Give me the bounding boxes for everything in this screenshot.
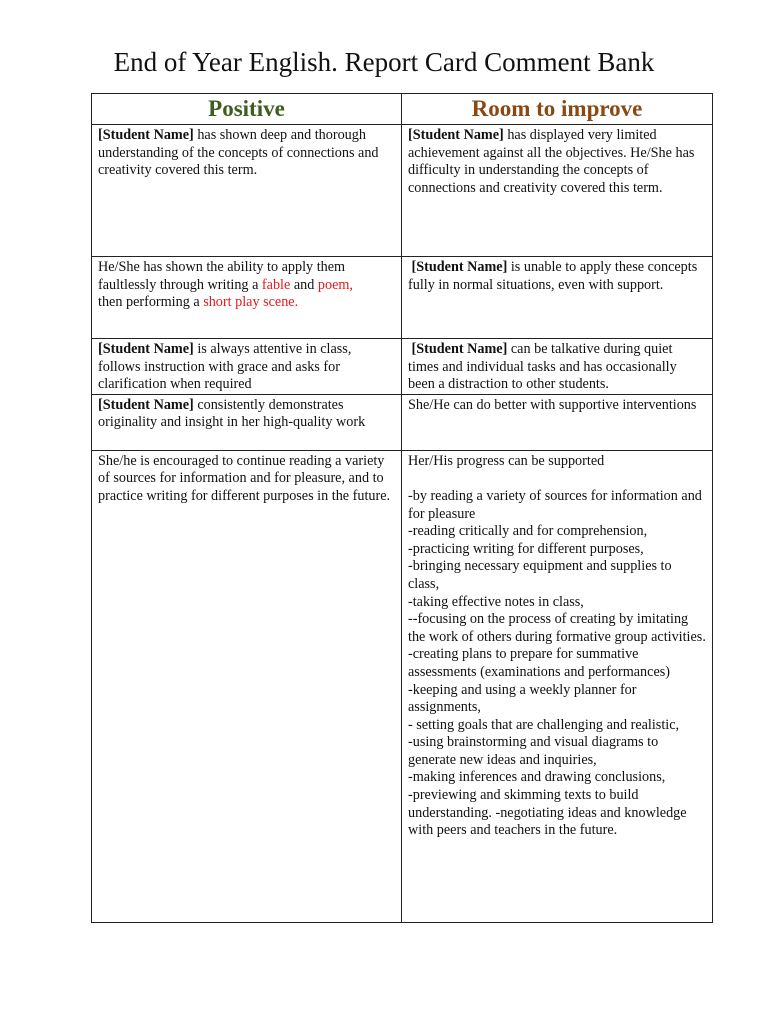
- comment-text: [92, 125, 401, 180]
- improve-header: Room to improve: [402, 94, 713, 125]
- student-name-placeholder: [Student Name]: [98, 396, 194, 413]
- improve-cell: [402, 125, 713, 257]
- student-name-placeholder: [Student Name]: [411, 341, 508, 357]
- student-name-placeholder: [Student Name]: [408, 127, 504, 143]
- table-row: [92, 394, 713, 450]
- list-item: -reading critically and for comprehension,: [408, 523, 648, 540]
- positive-cell: [92, 450, 402, 922]
- list-item: -making inferences and drawing conclusions,: [408, 769, 666, 786]
- comment-text: She/he is encouraged to continue reading a variety of sources for information and for pleasure, and to practice writing for different purposes in the future.: [98, 452, 391, 504]
- comment-text: [402, 125, 712, 197]
- list-item: -using brainstorming and visual diagrams to generate new ideas and inquiries,: [408, 734, 659, 768]
- table-row: [92, 339, 713, 395]
- list-item: -practicing writing for different purposes,: [408, 540, 644, 557]
- positive-cell: [92, 339, 402, 395]
- list-item: -bringing necessary equipment and supplies to class,: [408, 558, 672, 592]
- list-item: -taking effective notes in class,: [408, 593, 584, 610]
- list-item: -creating plans to prepare for summative assessments (examinations and performances): [408, 646, 670, 680]
- header-row: [92, 94, 713, 125]
- page-title: End of Year English. Report Card Comment Bank: [113, 47, 655, 77]
- table-row: [92, 257, 713, 339]
- improve-cell: [402, 339, 713, 395]
- comment-text: [402, 257, 712, 294]
- list-item: -keeping and using a weekly planner for assignments,: [408, 681, 637, 716]
- student-name-placeholder: [Student Name]: [98, 341, 194, 357]
- positive-cell: [92, 394, 402, 450]
- comment-body: has displayed very limited achievement against all the objectives. He/She has difficulty in understanding the concepts of connections and creativity covered this term.: [408, 127, 695, 196]
- highlight-poem: poem,: [317, 276, 353, 293]
- comment-text: [402, 339, 712, 394]
- comment-body: He/She has shown the ability to apply them faultlessly through writing a: [98, 259, 346, 293]
- spacer: [408, 470, 706, 488]
- comment-text: [92, 339, 401, 394]
- comment-text: [92, 395, 401, 432]
- positive-cell: [92, 125, 402, 257]
- comment-text: She/He can do better with supportive interventions: [408, 396, 697, 413]
- support-list: [402, 451, 712, 840]
- comment-text: [92, 257, 401, 312]
- student-name-placeholder: [Student Name]: [98, 127, 194, 143]
- comment-body: can be talkative during quiet times and individual tasks and has occasionally been a distraction to other students.: [408, 341, 677, 393]
- highlight-fable: fable: [261, 276, 291, 293]
- list-item: --focusing on the process of creating by imitating the work of others during formative group activities.: [408, 611, 706, 645]
- comment-body: is unable to apply these concepts fully in normal situations, even with support.: [408, 259, 698, 293]
- comment-body: then performing a: [98, 294, 204, 311]
- table-row: [92, 125, 713, 257]
- comment-body: consistently demonstrates originality and insight in her high-quality work: [98, 396, 366, 431]
- improve-cell: [402, 450, 713, 922]
- list-item: - setting goals that are challenging and realistic,: [408, 716, 680, 733]
- comment-body: has shown deep and thorough understanding of the concepts of connections and creativity covered this term.: [98, 127, 379, 179]
- list-item: -by reading a variety of sources for information and for pleasure: [408, 487, 702, 522]
- positive-cell: [92, 257, 402, 339]
- comment-table: [91, 93, 713, 923]
- positive-header: Positive: [92, 94, 402, 125]
- table-row: [92, 450, 713, 922]
- list-item: -previewing and skimming texts to build understanding. -negotiating ideas and knowledge with peers and teachers in the future.: [408, 787, 687, 839]
- comment-body: is always attentive in class, follows instruction with grace and asks for clarification when required: [98, 341, 352, 393]
- highlight-play-scene: short play scene.: [203, 294, 299, 311]
- improve-cell: [402, 394, 713, 450]
- student-name-placeholder: [Student Name]: [411, 259, 508, 275]
- comment-body: and: [290, 276, 318, 293]
- support-intro: Her/His progress can be supported: [408, 452, 605, 469]
- improve-cell: [402, 257, 713, 339]
